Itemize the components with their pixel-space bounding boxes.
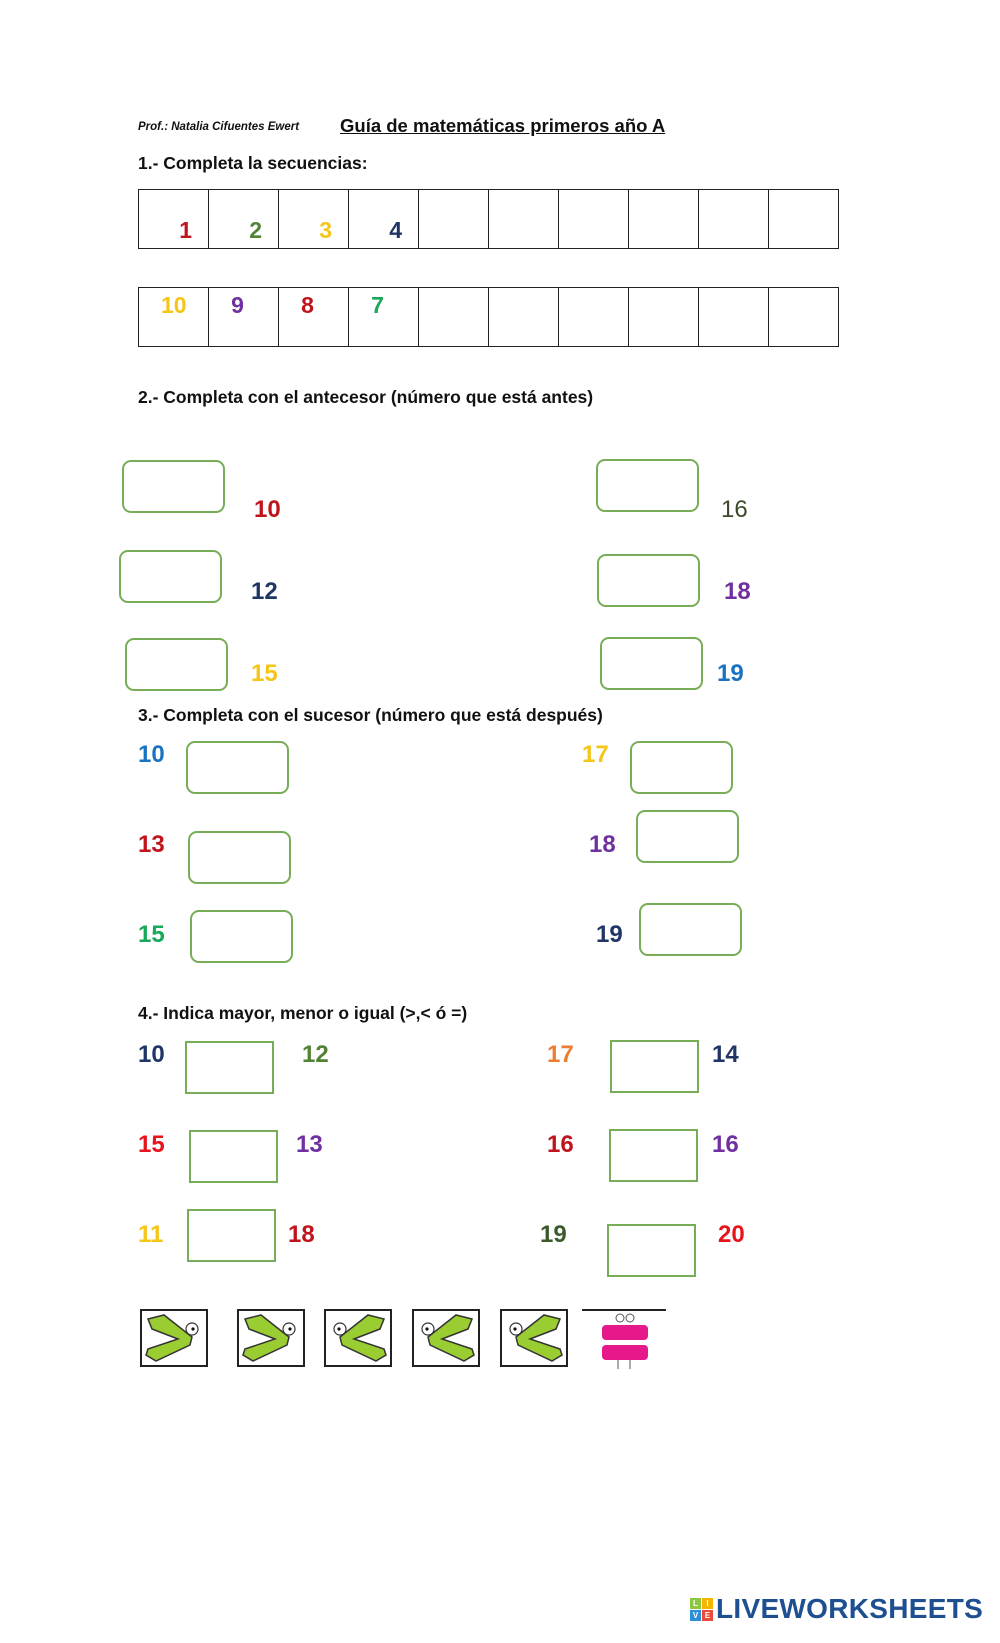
predecessor-input[interactable] xyxy=(125,638,228,691)
sequence-cell xyxy=(349,190,419,249)
sequence-input-cell[interactable] xyxy=(699,288,769,347)
less-than-crocodile-icon[interactable] xyxy=(324,1309,392,1367)
equals-sign-icon[interactable] xyxy=(582,1309,666,1371)
sequence-cell xyxy=(139,190,209,249)
less-than-crocodile-icon[interactable] xyxy=(412,1309,480,1367)
sequence-cell xyxy=(349,288,419,347)
sequence-input-cell[interactable] xyxy=(559,288,629,347)
less-than-crocodile-icon[interactable] xyxy=(500,1309,568,1367)
sequence-table-ascending xyxy=(138,189,839,249)
logo-tiles-icon: L I V E xyxy=(690,1598,713,1621)
sequence-table-descending xyxy=(138,287,839,347)
sequence-input-cell[interactable] xyxy=(559,190,629,249)
predecessor-input[interactable] xyxy=(122,460,225,513)
successor-number: 18 xyxy=(589,831,616,858)
sequence-cell xyxy=(279,190,349,249)
compare-right-number: 13 xyxy=(296,1131,323,1158)
greater-than-crocodile-icon[interactable] xyxy=(237,1309,305,1367)
predecessor-input[interactable] xyxy=(596,459,699,512)
compare-left-number: 16 xyxy=(547,1131,574,1158)
predecessor-number: 12 xyxy=(251,578,278,605)
compare-symbol-input[interactable] xyxy=(610,1040,699,1093)
successor-input[interactable] xyxy=(186,741,289,794)
worksheet-title: Guía de matemáticas primeros año A xyxy=(340,115,666,136)
successor-input[interactable] xyxy=(190,910,293,963)
sequence-value: 9 xyxy=(231,292,244,318)
sequence-value: 1 xyxy=(179,217,192,243)
section2-heading: 2.- Completa con el antecesor (número que está antes) xyxy=(138,387,594,407)
successor-number: 13 xyxy=(138,831,165,858)
compare-right-number: 16 xyxy=(712,1131,739,1158)
predecessor-input[interactable] xyxy=(119,550,222,603)
liveworksheets-logo xyxy=(690,1593,983,1625)
successor-number: 17 xyxy=(582,741,609,768)
compare-right-number: 18 xyxy=(288,1221,315,1248)
sequence-input-cell[interactable] xyxy=(489,288,559,347)
section1-heading: 1.- Completa la secuencias: xyxy=(138,153,368,173)
compare-left-number: 15 xyxy=(138,1131,165,1158)
section3-heading: 3.- Completa con el sucesor (número que está después) xyxy=(138,705,603,725)
sequence-input-cell[interactable] xyxy=(629,288,699,347)
successor-number: 15 xyxy=(138,921,165,948)
section4-heading: 4.- Indica mayor, menor o igual (>,< ó =) xyxy=(138,1003,468,1023)
predecessor-number: 16 xyxy=(721,496,748,523)
predecessor-number: 15 xyxy=(251,660,278,687)
predecessor-input[interactable] xyxy=(600,637,703,690)
sequence-value: 8 xyxy=(301,292,314,318)
sequence-value: 2 xyxy=(249,217,262,243)
sequence-input-cell[interactable] xyxy=(769,190,839,249)
compare-symbol-input[interactable] xyxy=(185,1041,274,1094)
predecessor-input[interactable] xyxy=(597,554,700,607)
sequence-value: 4 xyxy=(389,217,402,243)
sequence-input-cell[interactable] xyxy=(699,190,769,249)
predecessor-number: 10 xyxy=(254,496,281,523)
predecessor-number: 19 xyxy=(717,660,744,687)
successor-input[interactable] xyxy=(636,810,739,863)
compare-left-number: 11 xyxy=(138,1221,164,1248)
compare-left-number: 17 xyxy=(547,1041,574,1068)
compare-right-number: 20 xyxy=(718,1221,745,1248)
compare-symbol-input[interactable] xyxy=(187,1209,276,1262)
sequence-input-cell[interactable] xyxy=(769,288,839,347)
greater-than-crocodile-icon[interactable] xyxy=(140,1309,208,1367)
sequence-cell xyxy=(139,288,209,347)
compare-symbol-input[interactable] xyxy=(189,1130,278,1183)
successor-input[interactable] xyxy=(188,831,291,884)
sequence-input-cell[interactable] xyxy=(419,190,489,249)
sequence-input-cell[interactable] xyxy=(489,190,559,249)
sequence-value: 3 xyxy=(319,217,332,243)
sequence-value: 10 xyxy=(161,292,187,318)
successor-input[interactable] xyxy=(639,903,742,956)
compare-symbol-input[interactable] xyxy=(609,1129,698,1182)
sequence-cell xyxy=(209,288,279,347)
sequence-value: 7 xyxy=(371,292,384,318)
sequence-input-cell[interactable] xyxy=(419,288,489,347)
compare-right-number: 14 xyxy=(712,1041,739,1068)
compare-left-number: 19 xyxy=(540,1221,567,1248)
successor-number: 19 xyxy=(596,921,623,948)
sequence-cell xyxy=(279,288,349,347)
compare-right-number: 12 xyxy=(302,1041,329,1068)
author-label: Prof.: Natalia Cifuentes Ewert xyxy=(138,121,300,133)
successor-number: 10 xyxy=(138,741,165,768)
logo-text: LIVEWORKSHEETS xyxy=(716,1593,984,1624)
successor-input[interactable] xyxy=(630,741,733,794)
compare-left-number: 10 xyxy=(138,1041,165,1068)
sequence-input-cell[interactable] xyxy=(629,190,699,249)
predecessor-number: 18 xyxy=(724,578,751,605)
compare-symbol-input[interactable] xyxy=(607,1224,696,1277)
sequence-cell xyxy=(209,190,279,249)
